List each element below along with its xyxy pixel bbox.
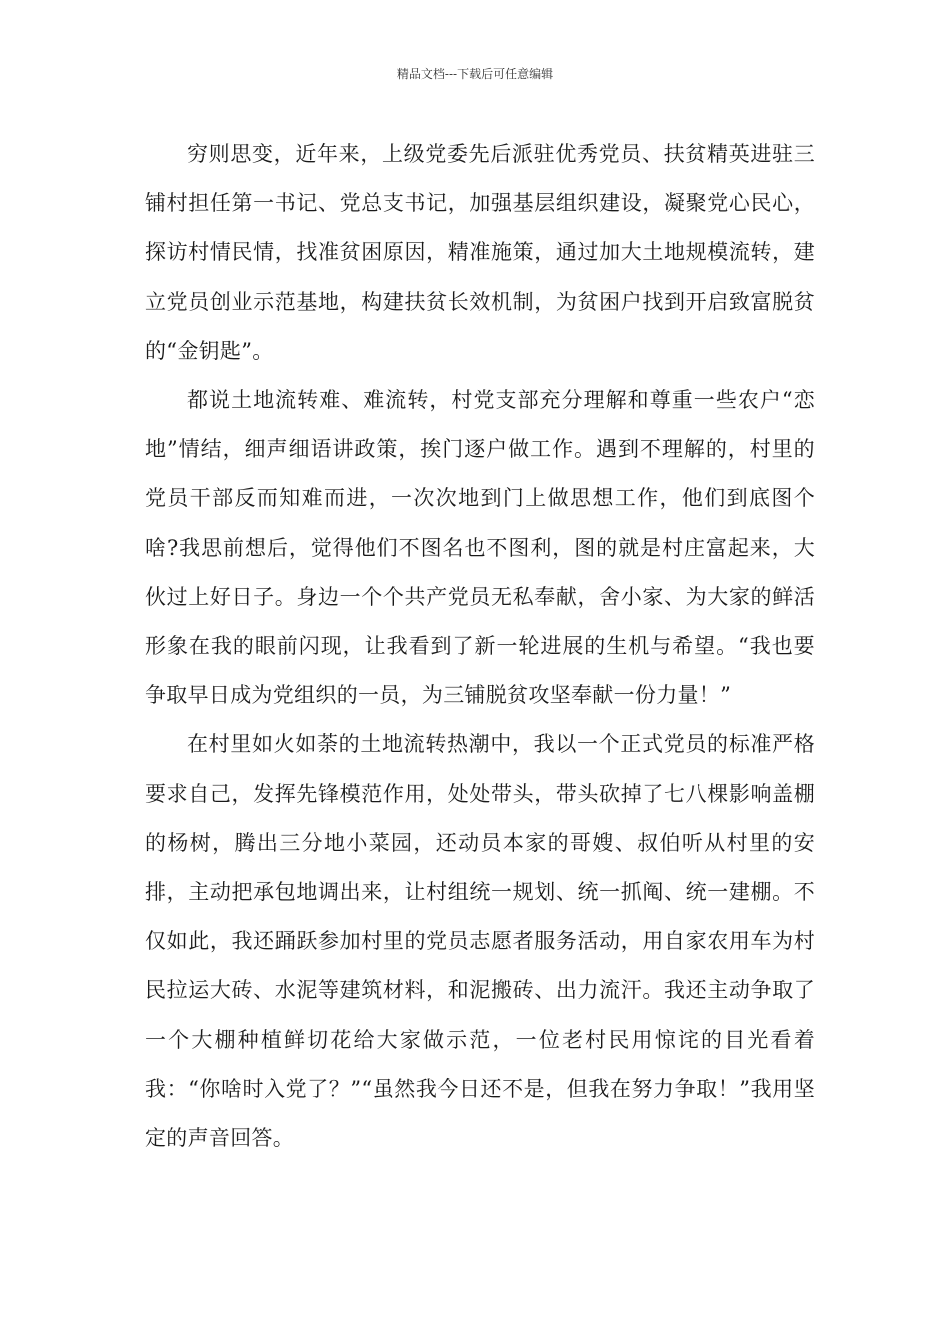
paragraph: 在村里如火如荼的土地流转热潮中，我以一个正式党员的标准严格要求自己，发挥先锋模范作用，处处带头，带头砍掉了七八棵影响盖棚的杨树，腾出三分地小菜园，还动员本家的哥嫂、叔伯听从村里的安排，主动把承包地调出来，让村组统一规划、统一抓阄、统一建棚。不仅如此，我还踊跃参加村里的党员志愿者服务活动，用自家农用车为村民拉运大砖、水泥等建筑材料，和泥搬砖、出力流汗。我还主动争取了一个大棚种植鲜切花给大家做示范，一位老村民用惊诧的目光看着我：“你啥时入党了？”“虽然我今日还不是，但我在努力争取！”我用坚定的声音回答。: [145, 732, 815, 1151]
paragraph: 都说土地流转难、难流转，村党支部充分理解和尊重一些农户“恋地”情结，细声细语讲政策，挨门逐户做工作。遇到不理解的，村里的党员干部反而知难而进，一次次地到门上做思想工作，他们到底图个啥?我思前想后，觉得他们不图名也不图利，图的就是村庄富起来，大伙过上好日子。身边一个个共产党员无私奉献，舍小家、为大家的鲜活形象在我的眼前闪现，让我看到了新一轮进展的生机与希望。“我也要争取早日成为党组织的一员，为三铺脱贫攻坚奉献一份力量！”: [145, 388, 815, 708]
page-header: 精品文档---下载后可任意编辑: [396, 67, 554, 81]
document-body: [145, 130, 815, 1163]
paragraph: 穷则思变，近年来，上级党委先后派驻优秀党员、扶贫精英进驻三铺村担任第一书记、党总支书记，加强基层组织建设，凝聚党心民心，探访村情民情，找准贫困原因，精准施策，通过加大土地规模流转，建立党员创业示范基地，构建扶贫长效机制，为贫困户找到开启致富脱贫的“金钥匙”。: [145, 142, 815, 363]
